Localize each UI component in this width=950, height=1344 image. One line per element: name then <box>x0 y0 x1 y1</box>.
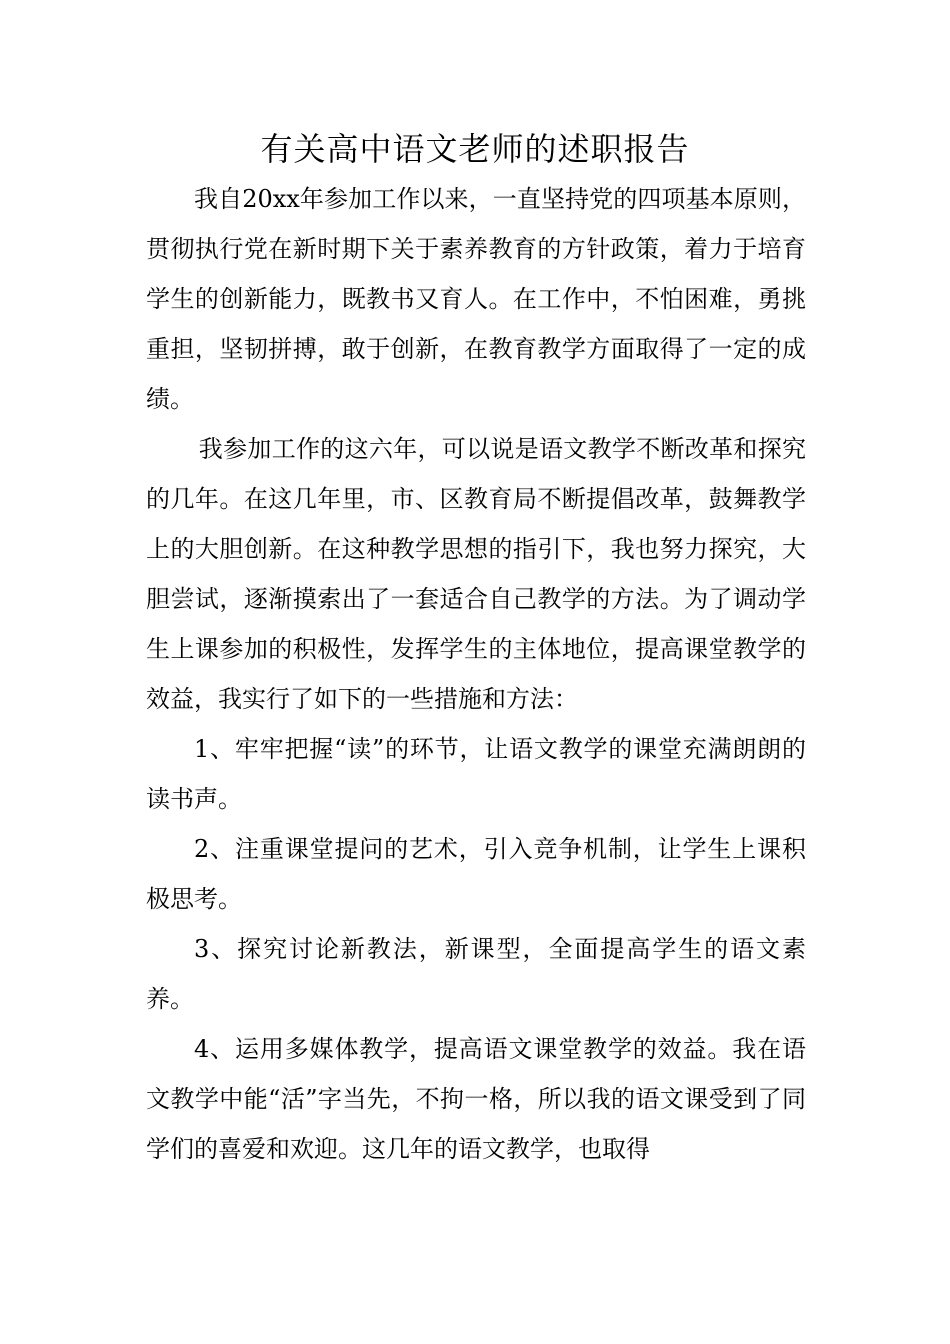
list-item-4: 4、运用多媒体教学，提高语文课堂教学的效益。我在语文教学中能“活”字当先，不拘一格，所以我的语文课受到了同学们的喜爱和欢迎。这几年的语文教学，也取得 <box>146 1035 806 1163</box>
list-item-2: 2、注重课堂提问的艺术，引入竞争机制，让学生上课积极思考。 <box>146 835 806 913</box>
paragraph-reform: 我参加工作的这六年，可以说是语文教学不断改革和探究的几年。在这几年里，市、区教育局不断提倡改革，鼓舞教学上的大胆创新。在这种教学思想的指引下，我也努力探究，大胆尝试，逐渐摸索出了一套适合自己教学的方法。为了调动学生上课参加的积极性，发挥学生的主体地位，提高课堂教学的效益，我实行了如下的一些措施和方法： <box>146 435 806 713</box>
document-body <box>146 174 806 1174</box>
document-title: 有关高中语文老师的述职报告 <box>260 130 690 168</box>
list-item-3: 3、探究讨论新教法，新课型，全面提高学生的语文素养。 <box>146 935 806 1013</box>
list-item-1: 1、牢牢把握“读”的环节，让语文教学的课堂充满朗朗的读书声。 <box>146 735 806 813</box>
paragraph-intro: 我自20xx年参加工作以来，一直坚持党的四项基本原则，贯彻执行党在新时期下关于素养教育的方针政策，着力于培育学生的创新能力，既教书又育人。在工作中，不怕困难，勇挑重担，坚韧拼搏，敢于创新，在教育教学方面取得了一定的成绩。 <box>146 185 806 413</box>
